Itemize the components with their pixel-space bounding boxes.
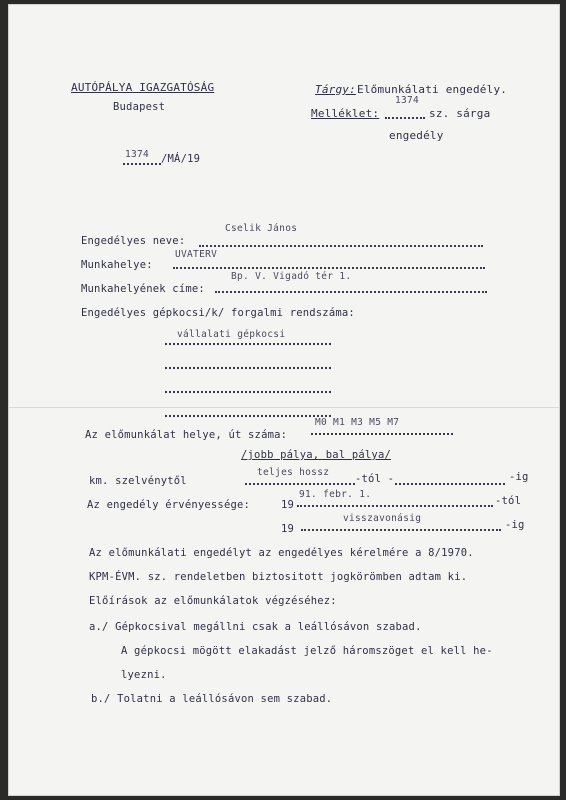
- attachment-text: sz. sárga: [429, 107, 491, 120]
- route-dots: [311, 431, 453, 435]
- reference-dots: [123, 161, 161, 165]
- name-dots: [199, 243, 483, 247]
- km-dots-1: [245, 481, 355, 485]
- km-dots-2: [395, 481, 505, 485]
- attachment-dots: [385, 115, 425, 119]
- organization-name: AUTÓPÁLYA IGAZGATÓSÁG: [71, 81, 215, 94]
- km-value: teljes hossz: [257, 467, 330, 478]
- name-value: Cselik János: [225, 223, 298, 234]
- workplace-label: Munkahelye:: [81, 259, 153, 271]
- rule-a-line-3: lyezni.: [121, 669, 167, 681]
- attachment-label: Melléklet:: [311, 107, 380, 120]
- valid-from-suffix: -tól: [495, 495, 522, 507]
- address-value: Bp. V. Vigadó tér 1.: [231, 271, 352, 282]
- valid-to-suffix: -ig: [505, 519, 525, 531]
- valid-to: visszavonásig: [343, 513, 422, 524]
- validity-label: Az engedély érvényessége:: [87, 499, 251, 511]
- km-mid: -tól -: [355, 473, 395, 485]
- name-label: Engedélyes neve:: [81, 235, 186, 247]
- plate-dots-4: [165, 413, 331, 417]
- body-line-3: Előírások az előmunkálatok végzéséhez:: [89, 595, 337, 607]
- validity-year-prefix-2: 19: [281, 523, 295, 535]
- city: Budapest: [113, 101, 166, 113]
- workplace-value: UVATERV: [175, 249, 218, 260]
- address-dots: [215, 289, 487, 293]
- reference-suffix: /MÁ/19: [161, 153, 201, 165]
- valid-to-dots: [301, 527, 501, 531]
- plate-label: Engedélyes gépkocsi/k/ forgalmi rendszáma:: [81, 307, 355, 319]
- plate-value: vállalati gépkocsi: [177, 329, 286, 340]
- valid-from: 91. febr. 1.: [299, 489, 372, 500]
- subject-label: Tárgy:: [315, 83, 356, 96]
- km-end: -ig: [509, 471, 529, 483]
- subject-value: Előmunkálati engedély.: [357, 83, 508, 96]
- body-line-1: Az előmunkálati engedélyt az engedélyes kérelmére a 8/1970.: [89, 547, 474, 559]
- attachment-text-2: engedély: [389, 129, 444, 142]
- address-label: Munkahelyének címe:: [81, 283, 205, 295]
- rule-b: b./ Tolatni a leállósávon sem szabad.: [91, 693, 333, 705]
- document-page: [8, 4, 560, 796]
- plate-dots-2: [165, 365, 331, 369]
- fold-line: [9, 407, 559, 408]
- attachment-number: 1374: [395, 95, 420, 106]
- plate-dots-1: [165, 341, 331, 345]
- body-line-2: KPM-ÉVM. sz. rendeletben biztositott jogkörömben adtam ki.: [89, 571, 468, 583]
- rule-a-line-2: A gépkocsi mögött elakadást jelző háromszöget el kell he-: [121, 645, 493, 657]
- lane-text: /jobb pálya, bal pálya/: [241, 449, 391, 461]
- workplace-dots: [173, 265, 485, 269]
- valid-from-dots: [297, 503, 493, 507]
- km-label: km. szelvénytől: [89, 475, 187, 487]
- route-label: Az előmunkálat helye, út száma:: [85, 429, 288, 441]
- validity-year-prefix: 19: [281, 499, 295, 511]
- reference-number: 1374: [125, 149, 150, 160]
- rule-a-line-1: a./ Gépkocsival megállni csak a leállósávon szabad.: [89, 621, 422, 633]
- route-value: M0 M1 M3 M5 M7: [315, 417, 400, 428]
- plate-dots-3: [165, 389, 331, 393]
